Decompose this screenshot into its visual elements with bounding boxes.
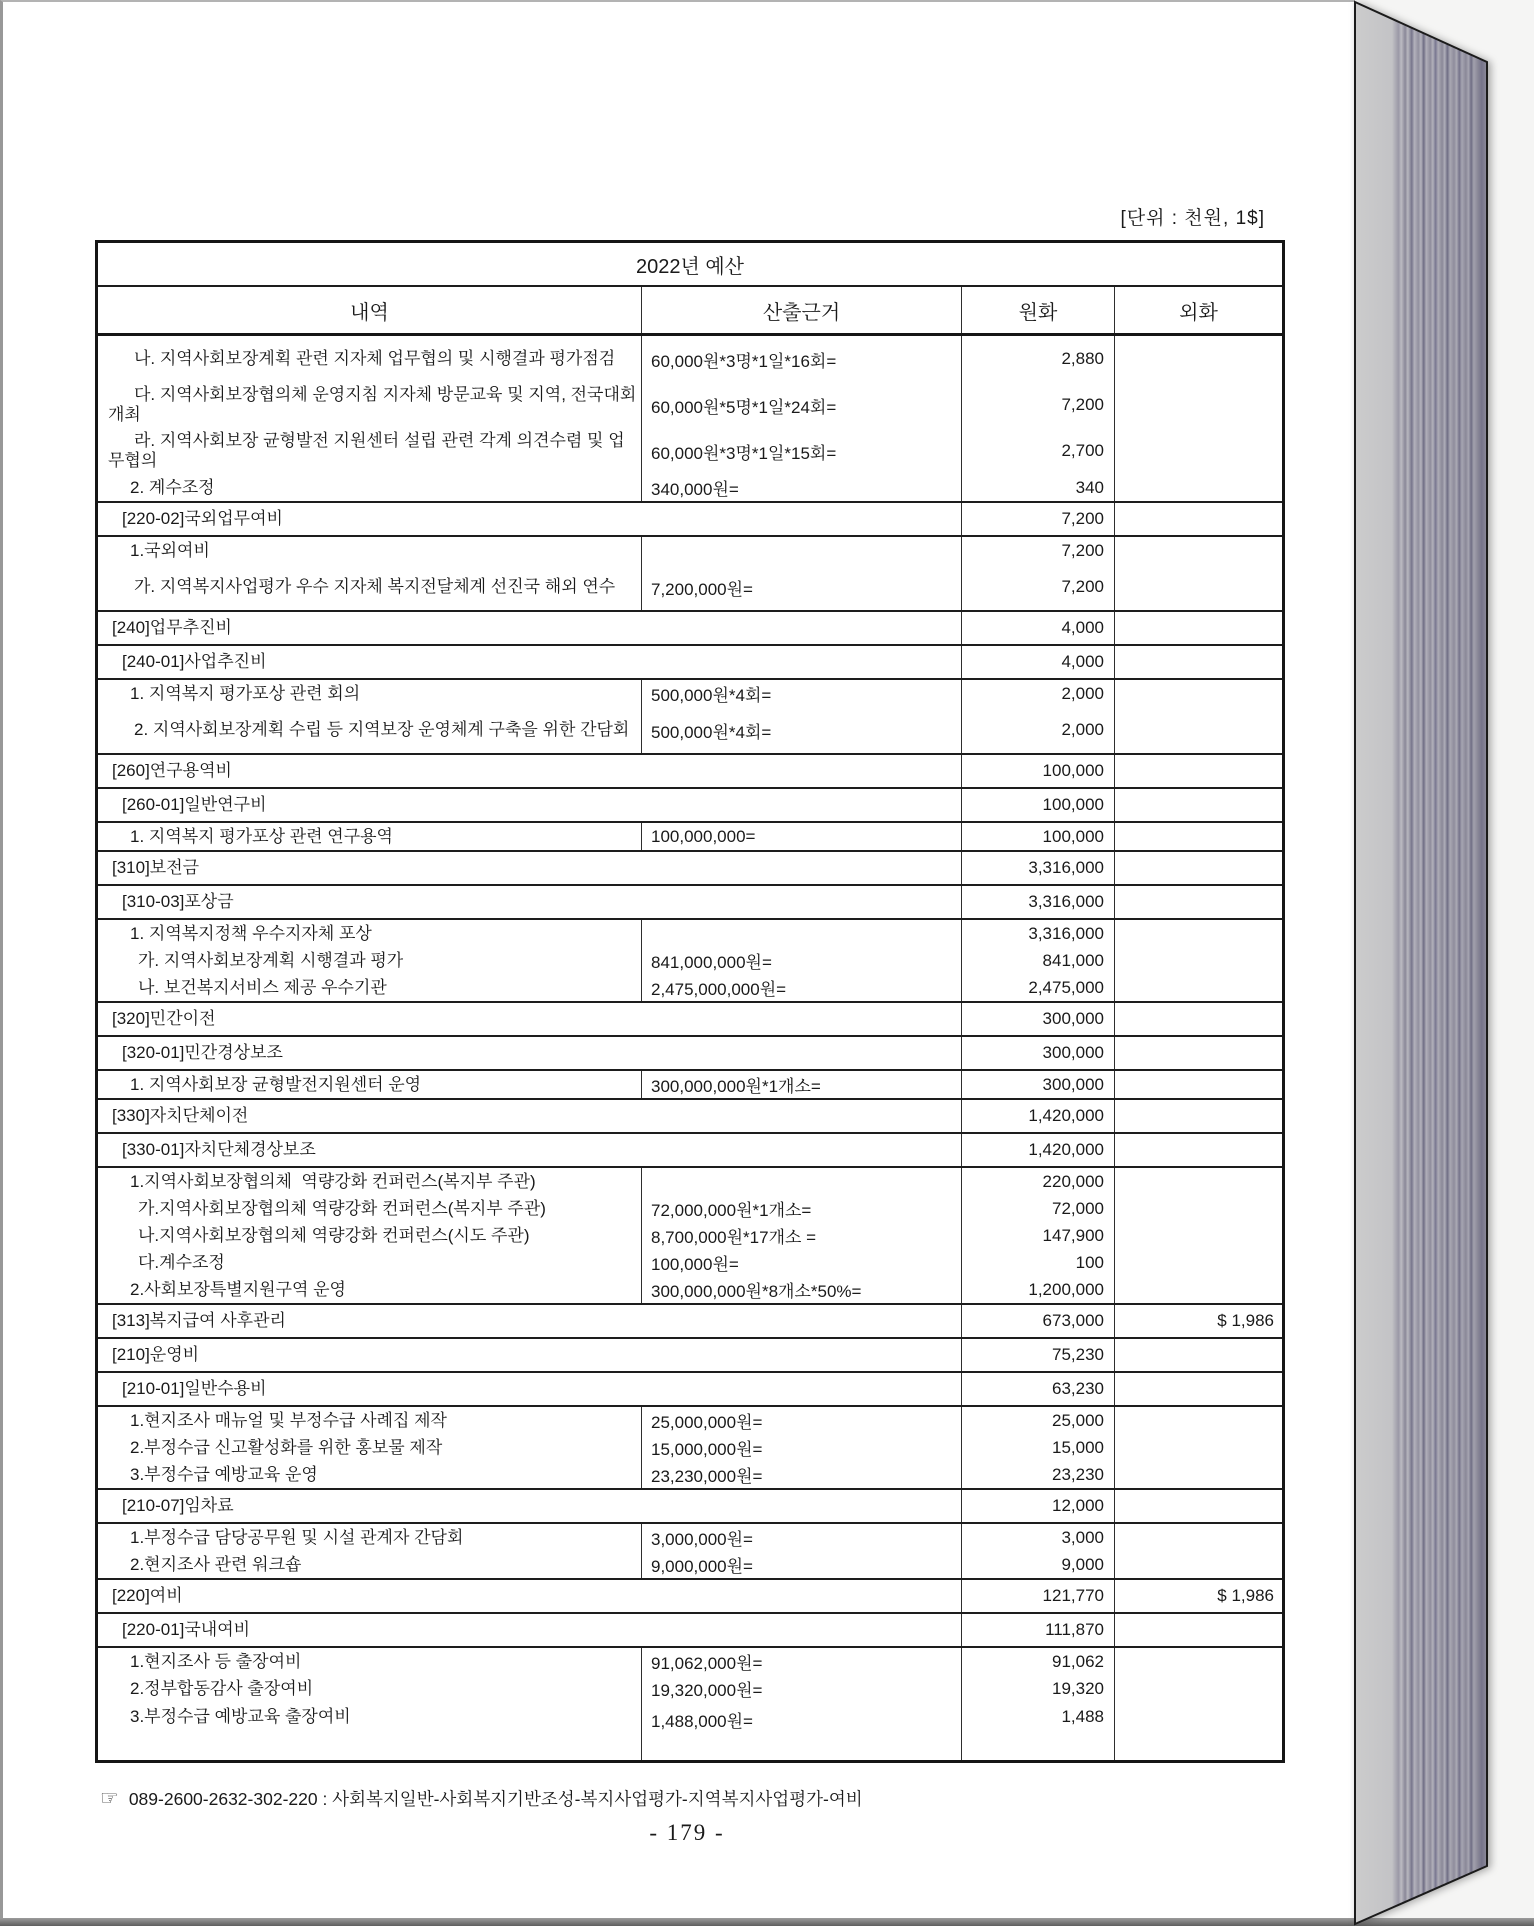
section-row xyxy=(98,646,1282,680)
item-row xyxy=(98,564,1282,612)
cell-won: 1,420,000 xyxy=(962,1134,1115,1166)
cell-fx xyxy=(1115,755,1282,787)
cell-won: 3,316,000 xyxy=(962,886,1115,918)
cell-won: 100 xyxy=(962,1249,1115,1276)
column-header-fx: 외화 xyxy=(1179,301,1218,324)
cell-won: 7,200 xyxy=(962,382,1115,428)
cell-fx xyxy=(1115,1168,1282,1195)
cell-detail: 2.현지조사 관련 워크숍 xyxy=(98,1551,642,1578)
cell-fx xyxy=(1115,1524,1282,1551)
cell-basis: 340,000원= xyxy=(642,474,962,501)
cell-fx xyxy=(1115,1373,1282,1405)
section-row xyxy=(98,503,1282,537)
cell-fx xyxy=(1115,1276,1282,1303)
cell-fx xyxy=(1115,537,1282,564)
cell-fx xyxy=(1115,947,1282,974)
cell-won: 9,000 xyxy=(962,1551,1115,1578)
cell-won: 2,475,000 xyxy=(962,974,1115,1001)
item-row xyxy=(98,974,1282,1003)
cell-basis: 500,000원*4회= xyxy=(642,707,962,753)
cell-basis: 60,000원*5명*1일*24회= xyxy=(642,382,962,428)
item-row xyxy=(98,1551,1282,1580)
cell-won: 2,000 xyxy=(962,707,1115,753)
cell-detail: 2.정부합동감사 출장여비 xyxy=(98,1675,642,1702)
column-header-detail: 내역 xyxy=(98,287,642,333)
cell-won: 300,000 xyxy=(962,1071,1115,1098)
item-row xyxy=(98,1195,1282,1222)
cell-detail: [320]민간이전 xyxy=(98,1003,962,1035)
cell-won: 72,000 xyxy=(962,1195,1115,1222)
cell-won: 63,230 xyxy=(962,1373,1115,1405)
cell-detail: [260-01]일반연구비 xyxy=(98,789,962,821)
cell-won: 23,230 xyxy=(962,1461,1115,1488)
section-row xyxy=(98,1305,1282,1339)
section-row xyxy=(98,789,1282,823)
cell-fx xyxy=(1115,789,1282,821)
cell-basis xyxy=(642,537,962,564)
cell-basis: 841,000,000원= xyxy=(642,947,962,974)
cell-detail: 2. 지역사회보장계획 수립 등 지역보장 운영체계 구축을 위한 간담회 xyxy=(98,707,642,753)
cell-fx xyxy=(1115,680,1282,707)
cell-fx xyxy=(1115,1434,1282,1461)
cell-won: 673,000 xyxy=(962,1305,1115,1337)
footnote xyxy=(100,1786,863,1811)
section-row xyxy=(98,1580,1282,1614)
cell-detail: 1.부정수급 담당공무원 및 시설 관계자 간담회 xyxy=(98,1524,642,1551)
section-row xyxy=(98,1134,1282,1168)
section-row xyxy=(98,1339,1282,1373)
cell-basis: 7,200,000원= xyxy=(642,564,962,610)
cell-basis: 2,475,000,000원= xyxy=(642,974,962,1001)
cell-detail: 2.부정수급 신고활성화를 위한 홍보물 제작 xyxy=(98,1434,642,1461)
cell-fx xyxy=(1115,1648,1282,1675)
cell-detail: 1.현지조사 매뉴얼 및 부정수급 사례집 제작 xyxy=(98,1407,642,1434)
cell-won: 19,320 xyxy=(962,1675,1115,1702)
column-header-basis: 산출근거 xyxy=(642,287,962,333)
cell-basis: 8,700,000원*17개소 = xyxy=(642,1222,962,1249)
cell-detail: 다. 지역사회보장협의체 운영지침 지자체 방문교육 및 지역, 전국대회 개최 xyxy=(98,382,642,428)
cell-won: 7,200 xyxy=(962,537,1115,564)
item-row xyxy=(98,707,1282,755)
cell-fx xyxy=(1115,1407,1282,1434)
item-row xyxy=(98,920,1282,947)
cell-fx xyxy=(1115,707,1282,753)
item-row xyxy=(98,1249,1282,1276)
footnote-text: 089-2600-2632-302-220 : 사회복지일반-사회복지기반조성-복지사업평가-지역복지사업평가-여비 xyxy=(128,1789,863,1809)
cell-fx xyxy=(1115,920,1282,947)
cell-won: 300,000 xyxy=(962,1003,1115,1035)
cell-basis: 100,000,000= xyxy=(642,823,962,850)
cell-detail: 가. 지역복지사업평가 우수 지자체 복지전달체계 선진국 해외 연수 xyxy=(98,564,642,610)
item-row xyxy=(98,1675,1282,1702)
cell-basis: 9,000,000원= xyxy=(642,1551,962,1578)
cell-basis: 15,000,000원= xyxy=(642,1434,962,1461)
cell-fx xyxy=(1115,503,1282,535)
cell-won: 220,000 xyxy=(962,1168,1115,1195)
section-row xyxy=(98,1003,1282,1037)
cell-detail: [310]보전금 xyxy=(98,852,962,884)
cell-won: 15,000 xyxy=(962,1434,1115,1461)
cell-fx xyxy=(1115,1551,1282,1578)
item-row xyxy=(98,1222,1282,1249)
cell-fx xyxy=(1115,1339,1282,1371)
section-row xyxy=(98,755,1282,789)
cell-basis: 300,000,000원*8개소*50%= xyxy=(642,1276,962,1303)
cell-fx xyxy=(1115,1490,1282,1522)
cell-fx xyxy=(1115,823,1282,850)
cell-detail: 1. 지역복지 평가포상 관련 회의 xyxy=(98,680,642,707)
cell-won: 3,316,000 xyxy=(962,852,1115,884)
cell-fx xyxy=(1115,474,1282,501)
cell-basis: 1,488,000원= xyxy=(642,1702,962,1760)
cell-fx xyxy=(1115,1461,1282,1488)
cell-fx xyxy=(1115,1071,1282,1098)
cell-won: 2,700 xyxy=(962,428,1115,474)
pointing-hand-icon: ☞ xyxy=(100,1787,119,1810)
cell-fx xyxy=(1115,1675,1282,1702)
cell-won: 111,870 xyxy=(962,1614,1115,1646)
cell-fx xyxy=(1115,428,1282,474)
unit-label: [단위 : 천원, 1$] xyxy=(1120,208,1265,229)
item-row xyxy=(98,680,1282,707)
item-row xyxy=(98,1524,1282,1551)
item-row xyxy=(98,947,1282,974)
cell-detail: [320-01]민간경상보조 xyxy=(98,1037,962,1069)
cell-fx xyxy=(1115,974,1282,1001)
cell-detail: [220-02]국외업무여비 xyxy=(98,503,962,535)
section-row xyxy=(98,1614,1282,1648)
cell-basis: 300,000,000원*1개소= xyxy=(642,1071,962,1098)
cell-won: 25,000 xyxy=(962,1407,1115,1434)
cell-basis: 23,230,000원= xyxy=(642,1461,962,1488)
cell-detail: 2.사회보장특별지원구역 운영 xyxy=(98,1276,642,1303)
cell-fx: $ 1,986 xyxy=(1217,1586,1274,1605)
cell-detail: 나. 보건복지서비스 제공 우수기관 xyxy=(98,974,642,1001)
cell-basis: 72,000,000원*1개소= xyxy=(642,1195,962,1222)
cell-won: 340 xyxy=(962,474,1115,501)
cell-detail: [240]업무추진비 xyxy=(98,612,962,644)
cell-detail: [240-01]사업추진비 xyxy=(98,646,962,678)
budget-table xyxy=(95,240,1285,1763)
item-row xyxy=(98,1168,1282,1195)
cell-basis: 25,000,000원= xyxy=(642,1407,962,1434)
cell-fx xyxy=(1115,1100,1282,1132)
cell-detail: 가.지역사회보장협의체 역량강화 컨퍼런스(복지부 주관) xyxy=(98,1195,642,1222)
cell-basis: 19,320,000원= xyxy=(642,1675,962,1702)
table-rows xyxy=(98,336,1282,1760)
cell-detail: [210-07]임차료 xyxy=(98,1490,962,1522)
cell-basis: 500,000원*4회= xyxy=(642,680,962,707)
cell-detail: [220]여비 xyxy=(98,1580,962,1612)
cell-won: 7,200 xyxy=(962,503,1115,535)
cell-detail: 3.부정수급 예방교육 출장여비 xyxy=(98,1702,642,1760)
cell-won: 100,000 xyxy=(962,823,1115,850)
cell-detail: 1.지역사회보장협의체 역량강화 컨퍼런스(복지부 주관) xyxy=(98,1168,642,1195)
cell-detail: 라. 지역사회보장 균형발전 지원센터 설립 관련 각계 의견수렴 및 업무협의 xyxy=(98,428,642,474)
cell-detail: 나.지역사회보장협의체 역량강화 컨퍼런스(시도 주관) xyxy=(98,1222,642,1249)
cell-detail: [330-01]자치단체경상보조 xyxy=(98,1134,962,1166)
section-row xyxy=(98,852,1282,886)
cell-detail: 1. 지역사회보장 균형발전지원센터 운영 xyxy=(98,1071,642,1098)
cell-fx xyxy=(1115,1037,1282,1069)
cell-fx xyxy=(1115,1134,1282,1166)
cell-fx xyxy=(1115,886,1282,918)
cell-won: 841,000 xyxy=(962,947,1115,974)
cell-detail: [260]연구용역비 xyxy=(98,755,962,787)
cell-won: 100,000 xyxy=(962,789,1115,821)
cell-fx xyxy=(1115,564,1282,610)
cell-detail: 1.현지조사 등 출장여비 xyxy=(98,1648,642,1675)
cell-basis: 91,062,000원= xyxy=(642,1648,962,1675)
page-number: - 179 - xyxy=(649,1820,725,1845)
cell-won: 12,000 xyxy=(962,1490,1115,1522)
cell-basis: 3,000,000원= xyxy=(642,1524,962,1551)
item-row xyxy=(98,1071,1282,1100)
item-row xyxy=(98,823,1282,852)
cell-fx xyxy=(1115,1702,1282,1760)
cell-basis: 60,000원*3명*1일*16회= xyxy=(642,336,962,382)
cell-basis xyxy=(642,920,962,947)
cell-detail: 다.계수조정 xyxy=(98,1249,642,1276)
cell-won: 7,200 xyxy=(962,564,1115,610)
cell-fx: $ 1,986 xyxy=(1217,1311,1274,1330)
cell-fx xyxy=(1115,336,1282,382)
cell-detail: [220-01]국내여비 xyxy=(98,1614,962,1646)
cell-won: 300,000 xyxy=(962,1037,1115,1069)
cell-won: 2,880 xyxy=(962,336,1115,382)
cell-detail: 1. 지역복지 평가포상 관련 연구용역 xyxy=(98,823,642,850)
section-row xyxy=(98,886,1282,920)
cell-won: 2,000 xyxy=(962,680,1115,707)
cell-detail: 가. 지역사회보장계획 시행결과 평가 xyxy=(98,947,642,974)
cell-detail: 1. 지역복지정책 우수지자체 포상 xyxy=(98,920,642,947)
item-row xyxy=(98,428,1282,474)
column-header-row xyxy=(98,287,1282,336)
cell-won: 1,200,000 xyxy=(962,1276,1115,1303)
cell-detail: [210-01]일반수용비 xyxy=(98,1373,962,1405)
item-row xyxy=(98,382,1282,428)
cell-fx xyxy=(1115,646,1282,678)
section-row xyxy=(98,1373,1282,1407)
table-title: 2022년 예산 xyxy=(98,243,1282,287)
cell-basis: 100,000원= xyxy=(642,1249,962,1276)
cell-won: 91,062 xyxy=(962,1648,1115,1675)
section-row xyxy=(98,1100,1282,1134)
cell-won: 75,230 xyxy=(962,1339,1115,1371)
column-header-won: 원화 xyxy=(962,287,1115,333)
item-row xyxy=(98,1648,1282,1675)
cell-won: 4,000 xyxy=(962,646,1115,678)
item-row xyxy=(98,1461,1282,1490)
cell-won: 1,488 xyxy=(962,1702,1115,1760)
cell-fx xyxy=(1115,852,1282,884)
cell-fx xyxy=(1115,382,1282,428)
cell-detail: 1.국외여비 xyxy=(98,537,642,564)
section-row xyxy=(98,612,1282,646)
section-row xyxy=(98,1037,1282,1071)
cell-basis xyxy=(642,1168,962,1195)
item-row xyxy=(98,1434,1282,1461)
cell-fx xyxy=(1115,1249,1282,1276)
item-row xyxy=(98,1276,1282,1305)
item-row xyxy=(98,474,1282,503)
item-row xyxy=(98,336,1282,382)
item-row xyxy=(98,1407,1282,1434)
cell-detail: 2. 계수조정 xyxy=(98,474,642,501)
cell-won: 4,000 xyxy=(962,612,1115,644)
item-row xyxy=(98,537,1282,564)
section-row xyxy=(98,1490,1282,1524)
cell-detail: [310-03]포상금 xyxy=(98,886,962,918)
cell-fx xyxy=(1115,612,1282,644)
cell-detail: 3.부정수급 예방교육 운영 xyxy=(98,1461,642,1488)
cell-won: 1,420,000 xyxy=(962,1100,1115,1132)
cell-fx xyxy=(1115,1614,1282,1646)
cell-detail: [330]자치단체이전 xyxy=(98,1100,962,1132)
cell-fx xyxy=(1115,1003,1282,1035)
cell-won: 3,316,000 xyxy=(962,920,1115,947)
stacked-pages-edge xyxy=(1350,0,1534,1926)
scan-bottom-edge xyxy=(0,1918,1534,1926)
cell-won: 3,000 xyxy=(962,1524,1115,1551)
item-row xyxy=(98,1702,1282,1760)
cell-won: 121,770 xyxy=(962,1580,1115,1612)
cell-fx xyxy=(1115,1195,1282,1222)
cell-basis: 60,000원*3명*1일*15회= xyxy=(642,428,962,474)
cell-detail: 나. 지역사회보장계획 관련 지자체 업무협의 및 시행결과 평가점검 xyxy=(98,336,642,382)
cell-detail: [313]복지급여 사후관리 xyxy=(98,1305,962,1337)
cell-won: 100,000 xyxy=(962,755,1115,787)
cell-fx xyxy=(1115,1222,1282,1249)
cell-won: 147,900 xyxy=(962,1222,1115,1249)
cell-detail: [210]운영비 xyxy=(98,1339,962,1371)
